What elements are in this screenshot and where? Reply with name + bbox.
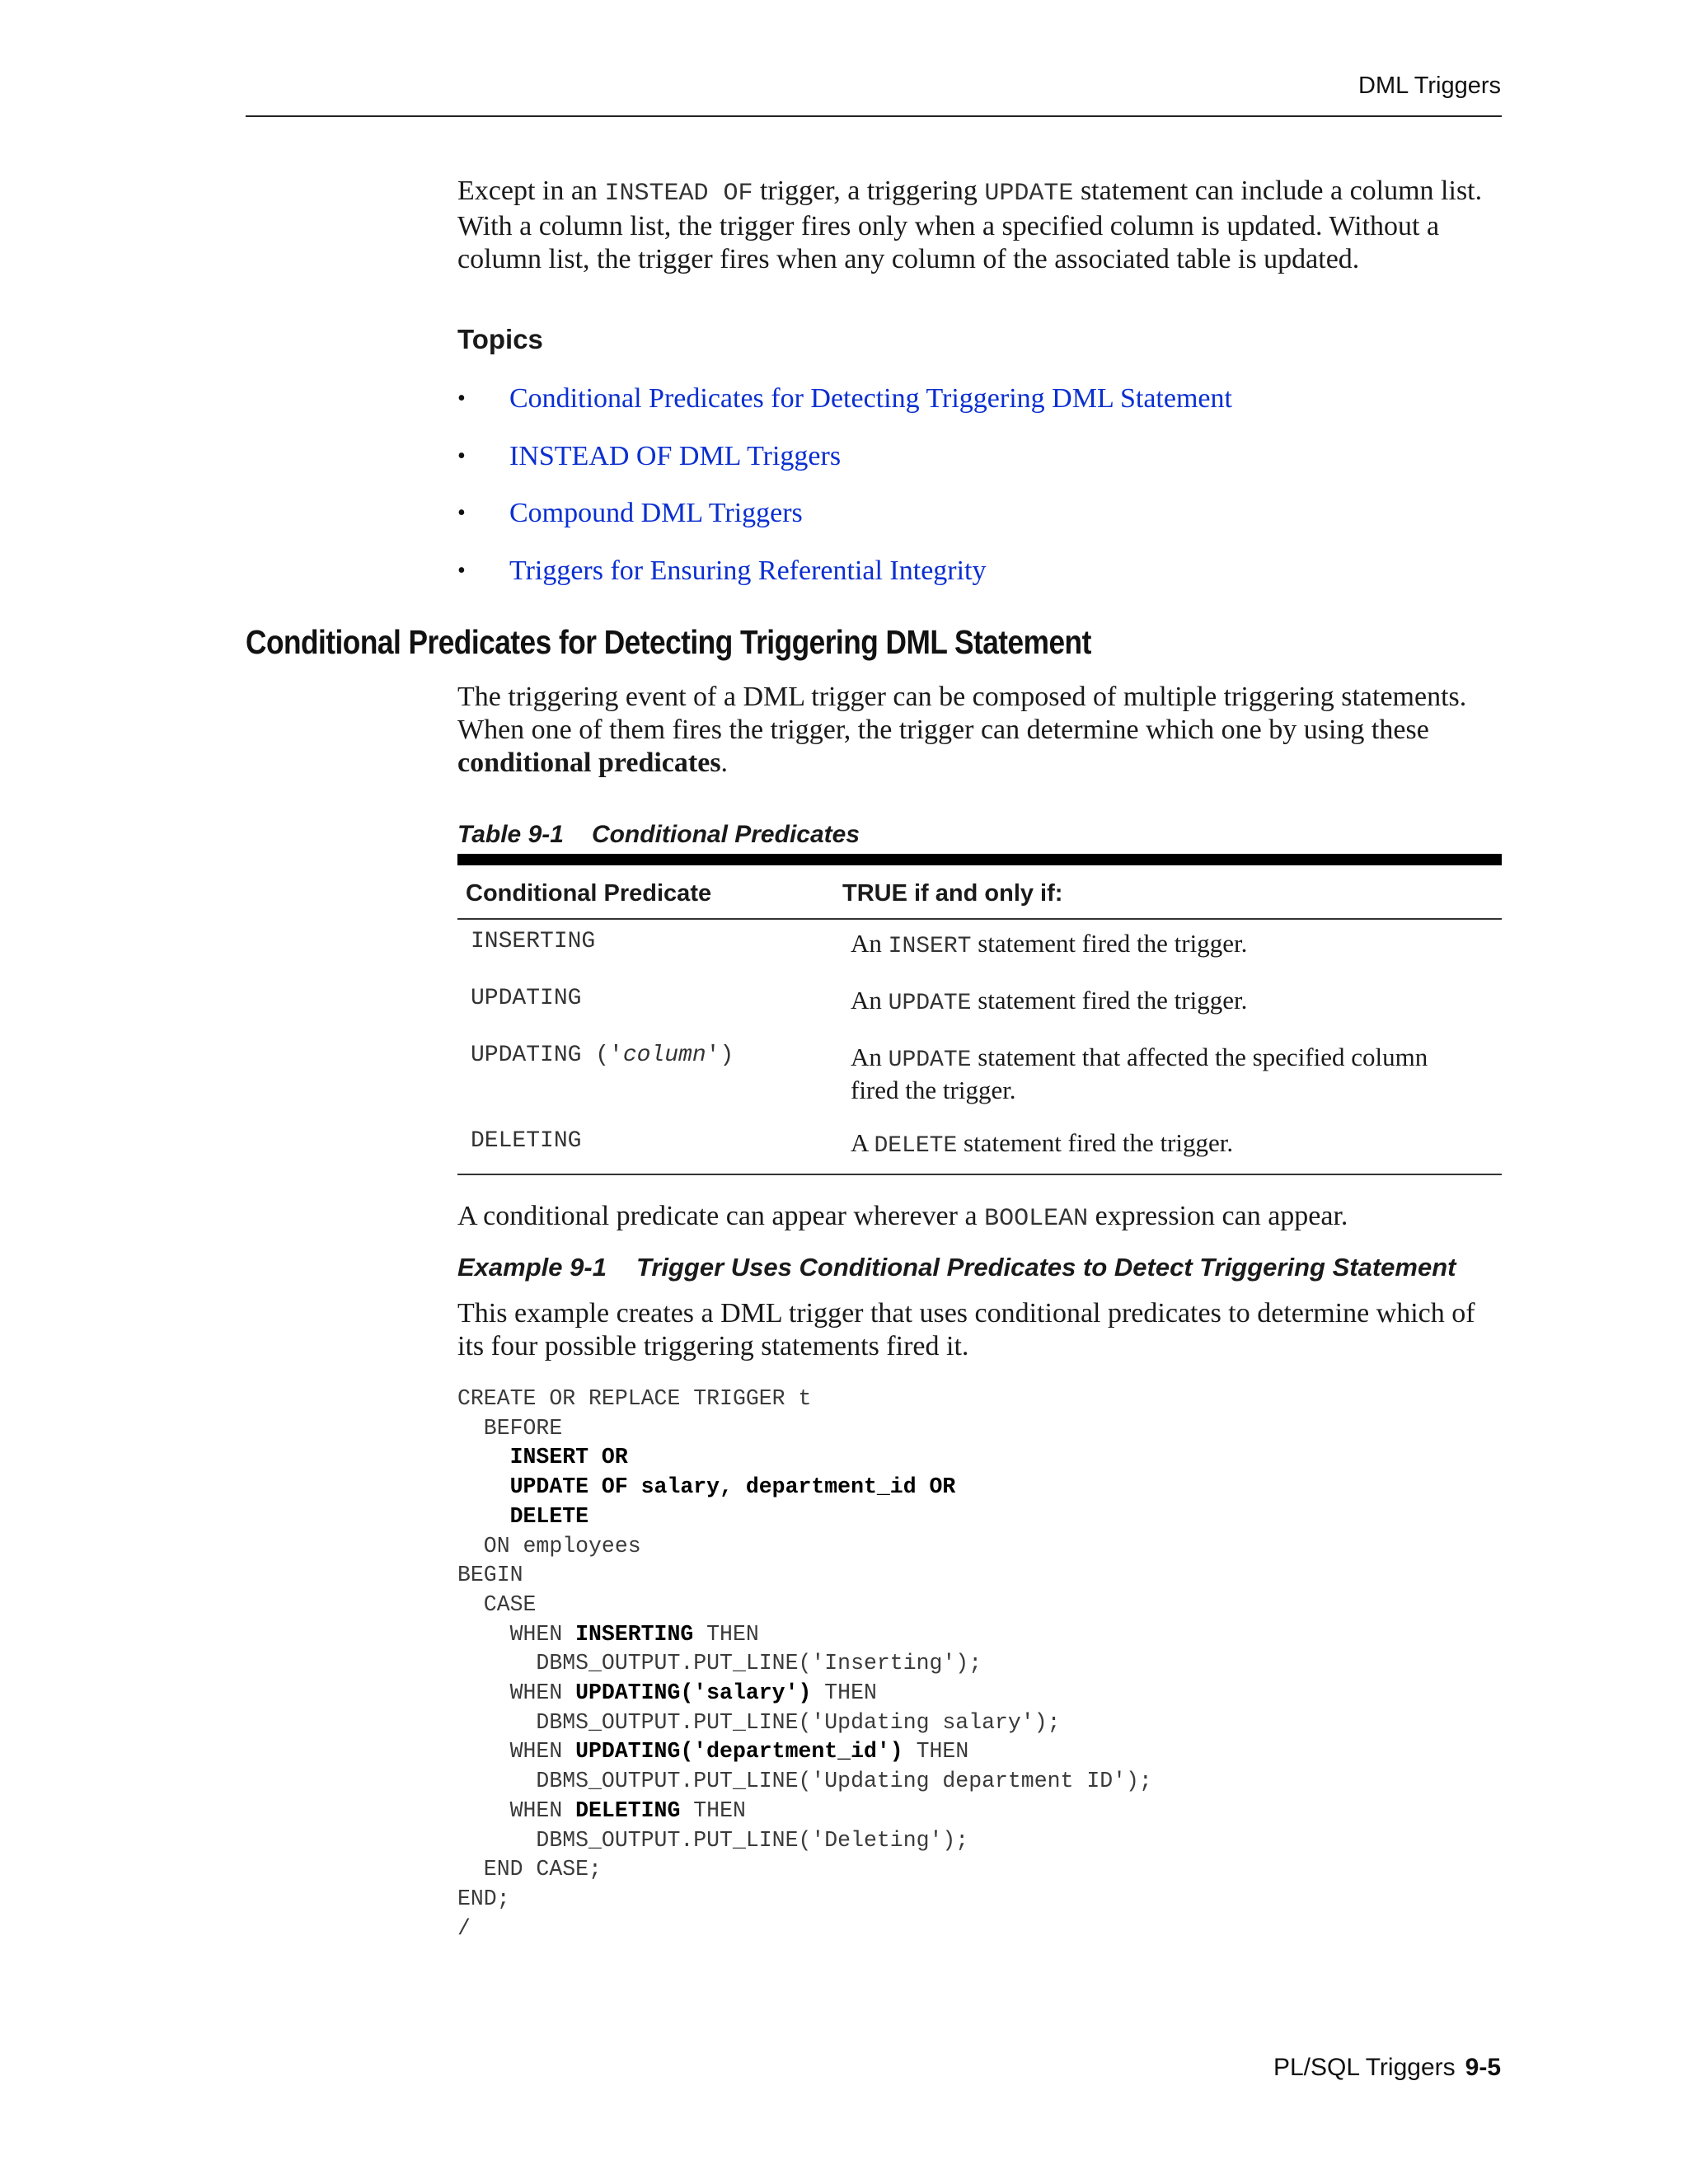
running-header: DML Triggers (1358, 73, 1501, 99)
topic-link-instead-of[interactable]: INSTEAD OF DML Triggers (509, 440, 842, 471)
code-listing: CREATE OR REPLACE TRIGGER t BEFORE INSERT OR UPDATE OF salary, department_id OR DELETE ON employees BEGIN CASE WHEN INSERTING THEN DBMS_OUTPUT.PUT_LINE('Inserting'); WHEN UPDATING('salary') THEN DBMS_OUTPUT.PUT_LINE('Updating salary'); WHEN UPDATING('department_id') THEN DBMS_OUTPUT.PUT_LINE('Updating department ID'); WHEN DELETING THEN DBMS_OUTPUT.PUT_LINE('Deleting'); END CASE; END; / (457, 1386, 1152, 1941)
bullet-icon: • (457, 557, 466, 583)
table-header-true-if: TRUE if and only if: (842, 880, 1063, 907)
intro-text: Except in an (457, 176, 605, 206)
section-paragraph (457, 681, 1502, 780)
topic-link-referential-integrity[interactable]: Triggers for Ensuring Referential Integrity (509, 555, 987, 586)
code-line: BEFORE (457, 1415, 563, 1441)
predicate-cell: UPDATING ('column') (471, 1043, 734, 1068)
bullet-icon: • (457, 386, 466, 411)
table-caption-title: Conditional Predicates (591, 821, 860, 848)
running-footer (1273, 2054, 1501, 2082)
section-bold-term: conditional predicates (457, 748, 721, 778)
inline-code: UPDATE (984, 180, 1074, 208)
code-line: DBMS_OUTPUT.PUT_LINE('Inserting'); (457, 1651, 982, 1676)
example-caption (457, 1253, 1456, 1282)
code-line: END; (457, 1886, 510, 1911)
example-caption-title: Trigger Uses Conditional Predicates to Detect Triggering Statement (635, 1253, 1456, 1282)
topic-link-compound[interactable]: Compound DML Triggers (509, 498, 803, 528)
description-cell: An INSERT statement fired the trigger. (851, 929, 1248, 959)
page-number: 9-5 (1465, 2054, 1501, 2081)
code-line: / (457, 1915, 471, 1941)
bullet-icon: • (457, 443, 466, 469)
code-line: INSERT OR (457, 1445, 628, 1470)
topics-list (457, 381, 1232, 610)
table-header-rule (457, 918, 1502, 920)
footer-chapter: PL/SQL Triggers (1273, 2054, 1456, 2081)
topic-item (457, 495, 1232, 553)
predicate-cell: UPDATING (471, 986, 582, 1011)
code-line: ON employees (457, 1533, 641, 1558)
table-bottom-rule (457, 1174, 1502, 1175)
section-text: . (720, 748, 729, 778)
after-table-paragraph: A conditional predicate can appear wherever a BOOLEAN expression can appear. (457, 1201, 1348, 1233)
predicate-cell: INSERTING (471, 929, 596, 954)
table-caption-number: Table 9-1 (457, 821, 564, 848)
example-intro: This example creates a DML trigger that uses conditional predicates to determine which of its four possible triggering statements fired it. (457, 1298, 1475, 1361)
intro-text: trigger, a triggering (753, 176, 985, 206)
code-line: CASE (457, 1591, 537, 1617)
predicate-cell: DELETING (471, 1128, 582, 1154)
code-line: CREATE OR REPLACE TRIGGER t (457, 1386, 812, 1411)
inline-code: INSTEAD OF (604, 180, 753, 208)
table-top-bar (457, 854, 1502, 865)
table-caption (457, 821, 860, 849)
topic-item (457, 553, 1232, 611)
topic-item (457, 381, 1232, 438)
topics-heading: Topics (457, 324, 543, 354)
description-cell: An UPDATE statement fired the trigger. (851, 986, 1248, 1016)
code-line: END CASE; (457, 1857, 602, 1882)
table-header-predicate: Conditional Predicate (466, 880, 712, 907)
code-line: BEGIN (457, 1563, 523, 1588)
section-title: Conditional Predicates for Detecting Triggering DML Statement (246, 623, 1091, 661)
intro-text: statement can include a column list. With a column list, the trigger fires only when a specified column is updated. Without a column list, the trigger fires when any column of the associated table is updated. (457, 176, 1483, 274)
code-line: DBMS_OUTPUT.PUT_LINE('Updating salary'); (457, 1709, 1061, 1735)
code-line: DELETE (457, 1503, 589, 1529)
code-line: DBMS_OUTPUT.PUT_LINE('Deleting'); (457, 1827, 969, 1853)
topic-item (457, 438, 1232, 496)
header-rule (246, 115, 1502, 117)
example-caption-number: Example 9-1 (457, 1253, 607, 1282)
section-text: The triggering event of a DML trigger can be composed of multiple triggering statements. When one of them fires the trigger, the trigger can determine which one by using these (457, 682, 1467, 745)
description-cell: A DELETE statement fired the trigger. (851, 1128, 1234, 1159)
intro-paragraph (457, 175, 1502, 276)
topic-link-conditional-predicates[interactable]: Conditional Predicates for Detecting Triggering DML Statement (509, 383, 1232, 414)
code-line: UPDATE OF salary, department_id OR (457, 1474, 956, 1500)
bullet-icon: • (457, 500, 466, 526)
inline-code: BOOLEAN (984, 1205, 1089, 1233)
code-line: DBMS_OUTPUT.PUT_LINE('Updating department ID'); (457, 1769, 1152, 1794)
description-cell: An UPDATE statement that affected the specified column fired the trigger. (851, 1043, 1428, 1104)
